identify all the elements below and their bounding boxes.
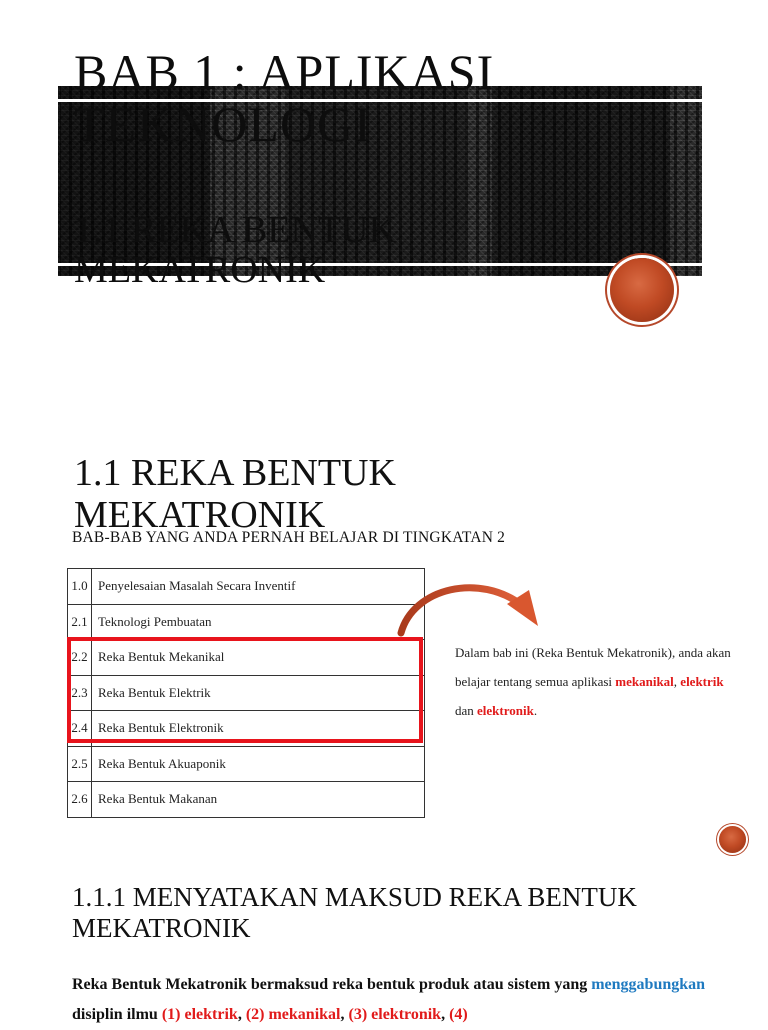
chapter-number: 2.2 bbox=[68, 640, 92, 676]
decorative-circle bbox=[719, 826, 746, 853]
chapter-name: Reka Bentuk Makanan bbox=[92, 782, 425, 818]
body-separator: , bbox=[441, 1006, 450, 1023]
definition-text bbox=[72, 970, 752, 1030]
discipline-elektronik: (3) elektronik bbox=[348, 1006, 442, 1023]
discipline-4: (4) bbox=[449, 1006, 468, 1023]
body-keyword: menggabungkan bbox=[591, 976, 706, 993]
decorative-circle bbox=[610, 258, 674, 322]
table-row bbox=[68, 746, 425, 782]
body-separator: , bbox=[237, 1006, 246, 1023]
chapter-name: Reka Bentuk Akuaponik bbox=[92, 746, 425, 782]
chapter-number: 2.6 bbox=[68, 782, 92, 818]
chapter-name: Reka Bentuk Elektronik bbox=[92, 711, 425, 747]
slide2-subtitle: BAB-BAB YANG ANDA PERNAH BELAJAR DI TINGKATAN 2 bbox=[72, 529, 506, 546]
chapter-name: Reka Bentuk Mekanikal bbox=[92, 640, 425, 676]
table-row bbox=[68, 604, 425, 640]
note-separator: dan bbox=[455, 703, 478, 718]
lesson-note bbox=[455, 638, 735, 725]
body-part2: disiplin ilmu bbox=[72, 1006, 162, 1023]
note-term-elektrik: elektrik bbox=[680, 674, 724, 689]
chapter-number: 1.0 bbox=[68, 569, 92, 605]
slide3-title: 1.1.1 MENYATAKAN MAKSUD REKA BENTUK MEKATRONIK bbox=[72, 882, 637, 943]
chapter-number: 2.5 bbox=[68, 746, 92, 782]
body-separator: , bbox=[340, 1006, 349, 1023]
chapter-name: Penyelesaian Masalah Secara Inventif bbox=[92, 569, 425, 605]
note-term-mekanikal: mekanikal bbox=[615, 674, 674, 689]
note-end: . bbox=[533, 703, 538, 718]
chapter-name: Teknologi Pembuatan bbox=[92, 604, 425, 640]
table-row bbox=[68, 569, 425, 605]
note-term-elektronik: elektronik bbox=[477, 703, 534, 718]
slide1-title: BAB 1 : APLIKASI TEKNOLOGI bbox=[74, 44, 495, 152]
curved-arrow-icon bbox=[395, 578, 545, 638]
discipline-mekanikal: (2) mekanikal bbox=[245, 1006, 341, 1023]
note-intro: Dalam bab ini (Reka Bentuk Mekatronik), anda akan belajar tentang semua aplikasi bbox=[455, 645, 731, 689]
note-separator: , bbox=[673, 674, 681, 689]
discipline-elektrik: (1) elektrik bbox=[161, 1006, 238, 1023]
slide2-title: 1.1 REKA BENTUK MEKATRONIK bbox=[74, 452, 396, 536]
chapter-number: 2.3 bbox=[68, 675, 92, 711]
slide1-subtitle: 1.1 REKA BENTUK MEKATRONIK bbox=[74, 209, 396, 291]
chapter-number: 2.4 bbox=[68, 711, 92, 747]
table-row bbox=[68, 782, 425, 818]
highlight-box bbox=[67, 637, 423, 743]
body-part1: Reka Bentuk Mekatronik bermaksud reka bentuk produk atau sistem yang bbox=[72, 976, 592, 993]
chapter-number: 2.1 bbox=[68, 604, 92, 640]
chapter-name: Reka Bentuk Elektrik bbox=[92, 675, 425, 711]
